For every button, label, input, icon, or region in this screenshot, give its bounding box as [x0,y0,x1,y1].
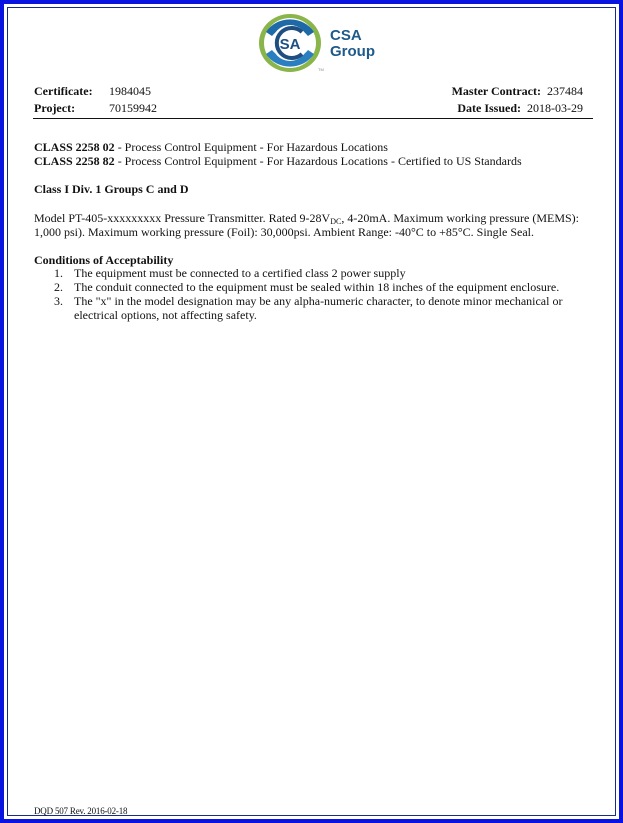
model-text-part1: Model PT-405-xxxxxxxxx Pressure Transmitter. Rated 9-28V [34,211,331,225]
logo-line-csa: CSA [330,27,362,44]
header-divider [33,118,593,119]
class-code: CLASS 2258 82 [34,154,115,168]
condition-item [34,294,594,322]
logo-wordmark [330,28,375,60]
class-line-1 [34,140,388,154]
model-text-part2: , 4-20mA. Maximum working pressure (MEMS): 1,000 psi). Maximum working pressure (Foil): 30,000psi. Ambient Range: -40°C to +85°C. Single Seal. [34,211,579,239]
form-id-footer: DQD 507 Rev. 2016-02-18 [34,806,128,816]
conditions-heading: Conditions of Acceptability [34,253,174,267]
class-description: - Process Control Equipment - For Hazardous Locations - Certified to US Standards [114,154,522,168]
svg-text:SA: SA [279,36,301,53]
master-contract-field [452,84,583,98]
project-value: 70159942 [109,101,157,115]
date-issued-value: 2018-03-29 [527,101,583,115]
class-line-2 [34,154,522,168]
master-contract-label: Master Contract: [451,84,541,98]
date-issued-field [457,101,583,115]
condition-item [34,266,594,280]
svg-text:TM: TM [318,67,324,72]
date-issued-label: Date Issued: [457,101,521,115]
class-description: - Process Control Equipment - For Hazardous Locations [114,140,388,154]
condition-number: 2. [54,280,63,294]
condition-item [34,280,594,294]
project-field [34,101,157,115]
class-code: CLASS 2258 02 [34,140,115,154]
master-contract-value: 237484 [547,84,583,98]
certificate-label: Certificate: [34,84,93,98]
csa-group-logo [258,12,378,74]
condition-number: 1. [54,266,63,280]
project-label: Project: [34,101,76,115]
logo-line-group: Group [330,43,375,60]
hazard-heading: Class I Div. 1 Groups C and D [34,182,189,196]
condition-text: The equipment must be connected to a certified class 2 power supply [74,266,406,280]
condition-text: The conduit connected to the equipment must be sealed within 18 inches of the equipment enclosure. [74,280,560,294]
certificate-value: 1984045 [109,84,151,98]
csa-logo-icon [258,12,324,74]
conditions-list [34,266,594,322]
condition-text: The "x" in the model designation may be any alpha-numeric character, to denote minor mechanical or electrical options, not affecting safety. [74,294,563,322]
certificate-field [34,84,151,98]
model-description [34,211,594,239]
model-voltage-subscript: DC [330,217,342,226]
condition-number: 3. [54,294,63,308]
